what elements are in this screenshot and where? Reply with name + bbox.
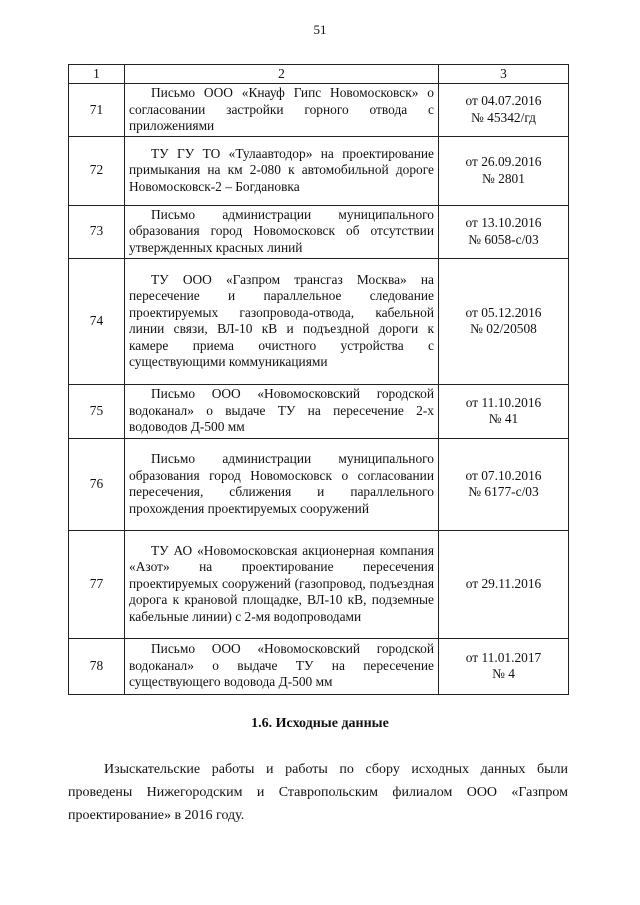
table-row <box>69 530 569 638</box>
row-reference <box>439 438 569 530</box>
row-reference <box>439 136 569 205</box>
row-reference <box>439 84 569 137</box>
column-header-reference: 3 <box>439 65 569 84</box>
column-header-number: 1 <box>69 65 125 84</box>
reference-date: от 26.09.2016 <box>465 154 542 169</box>
reference-date: от 11.01.2017 <box>465 649 542 665</box>
table-row <box>69 258 569 384</box>
row-reference <box>439 638 569 694</box>
row-description: ТУ ООО «Газпром трансгаз Москва» на пересечение и параллельное следование проектируемых газопровода-отвода, кабельной линии связи, ВЛ-10 кВ и подъездной дороги к камере приема очистного устройства с существующими коммуникациями <box>125 258 439 384</box>
reference-number: № 6058-с/03 <box>468 231 539 247</box>
row-description: ТУ ГУ ТО «Тулаавтодор» на проектирование примыкания на км 2-080 к автомобильной дороге Новомосковск-2 – Богдановка <box>125 136 439 205</box>
reference-date: от 05.12.2016 <box>465 304 542 320</box>
table-row <box>69 384 569 438</box>
body-paragraph: Изыскательские работы и работы по сбору исходных данных были проведены Нижегородским и Ставропольским филиалом ООО «Газпром проектирование» в 2016 году. <box>68 762 568 823</box>
row-number: 75 <box>69 384 125 438</box>
row-reference <box>439 530 569 638</box>
reference-number: № 45342/гд <box>471 109 536 125</box>
row-number: 74 <box>69 258 125 384</box>
row-number: 77 <box>69 530 125 638</box>
row-number: 72 <box>69 136 125 205</box>
row-description: Письмо ООО «Новомосковский городской водоканал» о выдаче ТУ на пересечение существующего водовода Д-500 мм <box>125 638 439 694</box>
row-reference <box>439 205 569 258</box>
row-number: 78 <box>69 638 125 694</box>
table-row <box>69 136 569 205</box>
reference-date: от 13.10.2016 <box>465 215 542 230</box>
reference-number: № 6177-с/03 <box>468 484 539 499</box>
reference-number: № 41 <box>488 411 519 426</box>
row-description: Письмо администрации муниципального образования город Новомосковск об отсутствии утвержденных красных линий <box>125 205 439 258</box>
reference-number: № 4 <box>492 666 515 681</box>
row-description: ТУ АО «Новомосковская акционерная компания «Азот» на проектирование пересечения проектируемых сооружений (газопровод, подъездная дорога к крановой площадке, ВЛ-10 кВ, подземные кабельные линии) с 2-мя водопроводами <box>125 530 439 638</box>
page-number: 51 <box>313 22 327 37</box>
row-reference <box>439 258 569 384</box>
source-documents-table <box>68 64 569 695</box>
table-row <box>69 638 569 694</box>
table-row <box>69 438 569 530</box>
row-description: Письмо ООО «Новомосковский городской водоканал» о выдаче ТУ на пересечение 2-х водоводов Д-500 мм <box>125 384 439 438</box>
reference-date: от 29.11.2016 <box>465 575 542 591</box>
row-description: Письмо администрации муниципального образования город Новомосковск о согласовании пересечения, сближения и параллельного прохождения проектируемых сооружений <box>125 438 439 530</box>
reference-number: № 02/20508 <box>470 321 537 336</box>
row-description: Письмо ООО «Кнауф Гипс Новомосковск» о согласовании застройки горного отвода с приложениями <box>125 84 439 137</box>
row-number: 76 <box>69 438 125 530</box>
reference-date: от 04.07.2016 <box>465 93 542 109</box>
table-row <box>69 84 569 137</box>
reference-date: от 11.10.2016 <box>465 394 542 410</box>
table-row <box>69 205 569 258</box>
reference-number: № 2801 <box>482 170 525 186</box>
section-heading: 1.6. Исходные данные <box>251 716 389 731</box>
column-header-description: 2 <box>125 65 439 84</box>
reference-date: от 07.10.2016 <box>465 467 542 483</box>
row-number: 73 <box>69 205 125 258</box>
table-header-row <box>69 65 569 84</box>
row-reference <box>439 384 569 438</box>
row-number: 71 <box>69 84 125 137</box>
